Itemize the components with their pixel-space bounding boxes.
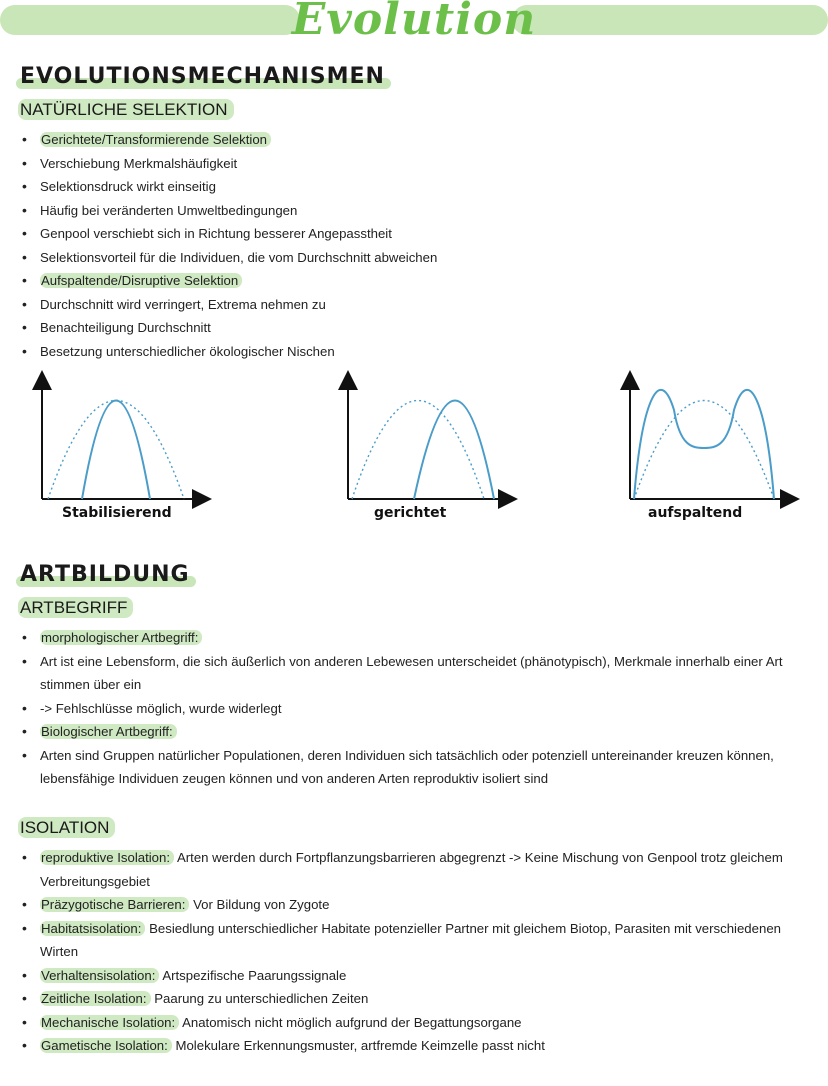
highlighted-term: Habitatsisolation: [40,921,145,936]
highlighted-term: Biologischer Artbegriff: [40,724,177,739]
list-item [20,269,810,293]
curve-label-disruptive: aufspaltend [648,505,743,521]
list-item [20,697,810,721]
subheading-text: ISOLATION [18,817,115,838]
curve-panel-disruptive [630,380,790,499]
item-text: Selektionsvorteil für die Individuen, die vom Durchschnitt abweichen [40,249,438,265]
highlighted-term: Mechanische Isolation: [40,1015,179,1030]
item-text: Verschiebung Merkmalshäufigkeit [40,155,238,171]
list-item [20,650,810,697]
curve-panel-directional [348,380,508,499]
artbegriff-list [20,626,810,791]
list-item [20,744,810,791]
list-item [20,222,810,246]
section-heading-evolutionsmechanismen [20,64,385,89]
subheading-artbegriff [20,598,133,618]
subheading-text: ARTBEGRIFF [18,597,133,618]
item-text: Benachteiligung Durchschnitt [40,320,211,335]
list-item [20,199,810,223]
isolation-list [20,846,810,1058]
list-item [20,917,810,964]
page-title: Evolution [291,0,537,45]
list-item [20,175,810,199]
list-item [20,964,810,988]
highlighted-term: morphologischer Artbegriff: [40,630,202,645]
reference-curve-dotted [48,401,184,500]
section-heading-artbildung [20,562,190,587]
subheading-isolation [20,818,115,838]
item-text: Selektionsdruck wirkt einseitig [40,179,216,194]
list-item [20,720,810,744]
item-text: Häufig bei veränderten Umweltbedingungen [40,202,298,218]
selected-curve [414,401,494,500]
item-text: Artspezifische Paarungssignale [162,967,347,983]
highlighted-term: Zeitliche Isolation: [40,991,151,1006]
curve-label-stabilizing: Stabilisierend [62,505,172,521]
item-text: Besiedlung unterschiedlicher Habitate potenzieller Partner mit gleichem Biotop, Parasiten mit verschiedenen Wirten [40,920,781,959]
list-item [20,626,810,650]
list-item [20,1034,810,1058]
selected-curve [634,390,774,499]
subheading-text: NATÜRLICHE SELEKTION [18,99,234,120]
item-text: Vor Bildung von Zygote [193,897,330,912]
list-item [20,893,810,917]
list-item [20,1011,810,1035]
curve-panel-stabilizing [42,380,202,499]
heading-text: EVOLUTIONSMECHANISMEN [20,64,385,89]
reference-curve-dotted [634,401,774,500]
item-text: Besetzung unterschiedlicher ökologischer Nischen [40,343,335,359]
list-item [20,128,810,152]
selected-curve [82,401,150,500]
list-item [20,152,810,176]
item-text: Arten werden durch Fortpflanzungsbarrieren abgegrenzt -> Keine Mischung von Genpool trotz gleichem Verbreitungsgebiet [40,850,783,889]
list-item [20,293,810,317]
list-item [20,846,810,893]
item-text: Molekulare Erkennungsmuster, artfremde Keimzelle passt nicht [175,1038,545,1053]
item-text: Arten sind Gruppen natürlicher Populationen, deren Individuen sich tatsächlich oder potenziell untereinander kreuzen können, lebensfähige Individuen zeugen können und von anderen Arten reproduktiv isoliert sind [40,747,774,786]
highlighted-term: reproduktive Isolation: [40,850,174,865]
highlighted-term: Verhaltensisolation: [40,968,159,983]
curve-label-directional: gerichtet [374,505,447,521]
list-item [20,987,810,1011]
item-text: Art ist eine Lebensform, die sich äußerlich von anderen Lebewesen unterscheidet (phänotypisch), Merkmale innerhalb einer Art stimmen über ein [40,653,783,692]
selektion-list [20,128,810,363]
subheading-natuerliche-selektion [20,100,234,120]
item-text: Anatomisch nicht möglich aufgrund der Begattungsorgane [182,1014,522,1030]
item-text: Durchschnitt wird verringert, Extrema nehmen zu [40,296,326,312]
item-text: Paarung zu unterschiedlichen Zeiten [154,991,369,1006]
list-item [20,340,810,364]
highlighted-term: Gametische Isolation: [40,1038,172,1053]
highlighted-term: Präzygotische Barrieren: [40,897,189,912]
list-item [20,316,810,340]
list-item [20,246,810,270]
item-text: Genpool verschiebt sich in Richtung besserer Angepasstheit [40,226,392,241]
item-text: -> Fehlschlüsse möglich, wurde widerlegt [40,700,282,716]
highlighted-term: Gerichtete/Transformierende Selektion [40,132,271,147]
highlighted-term: Aufspaltende/Disruptive Selektion [40,273,242,288]
heading-text: ARTBILDUNG [20,562,190,587]
